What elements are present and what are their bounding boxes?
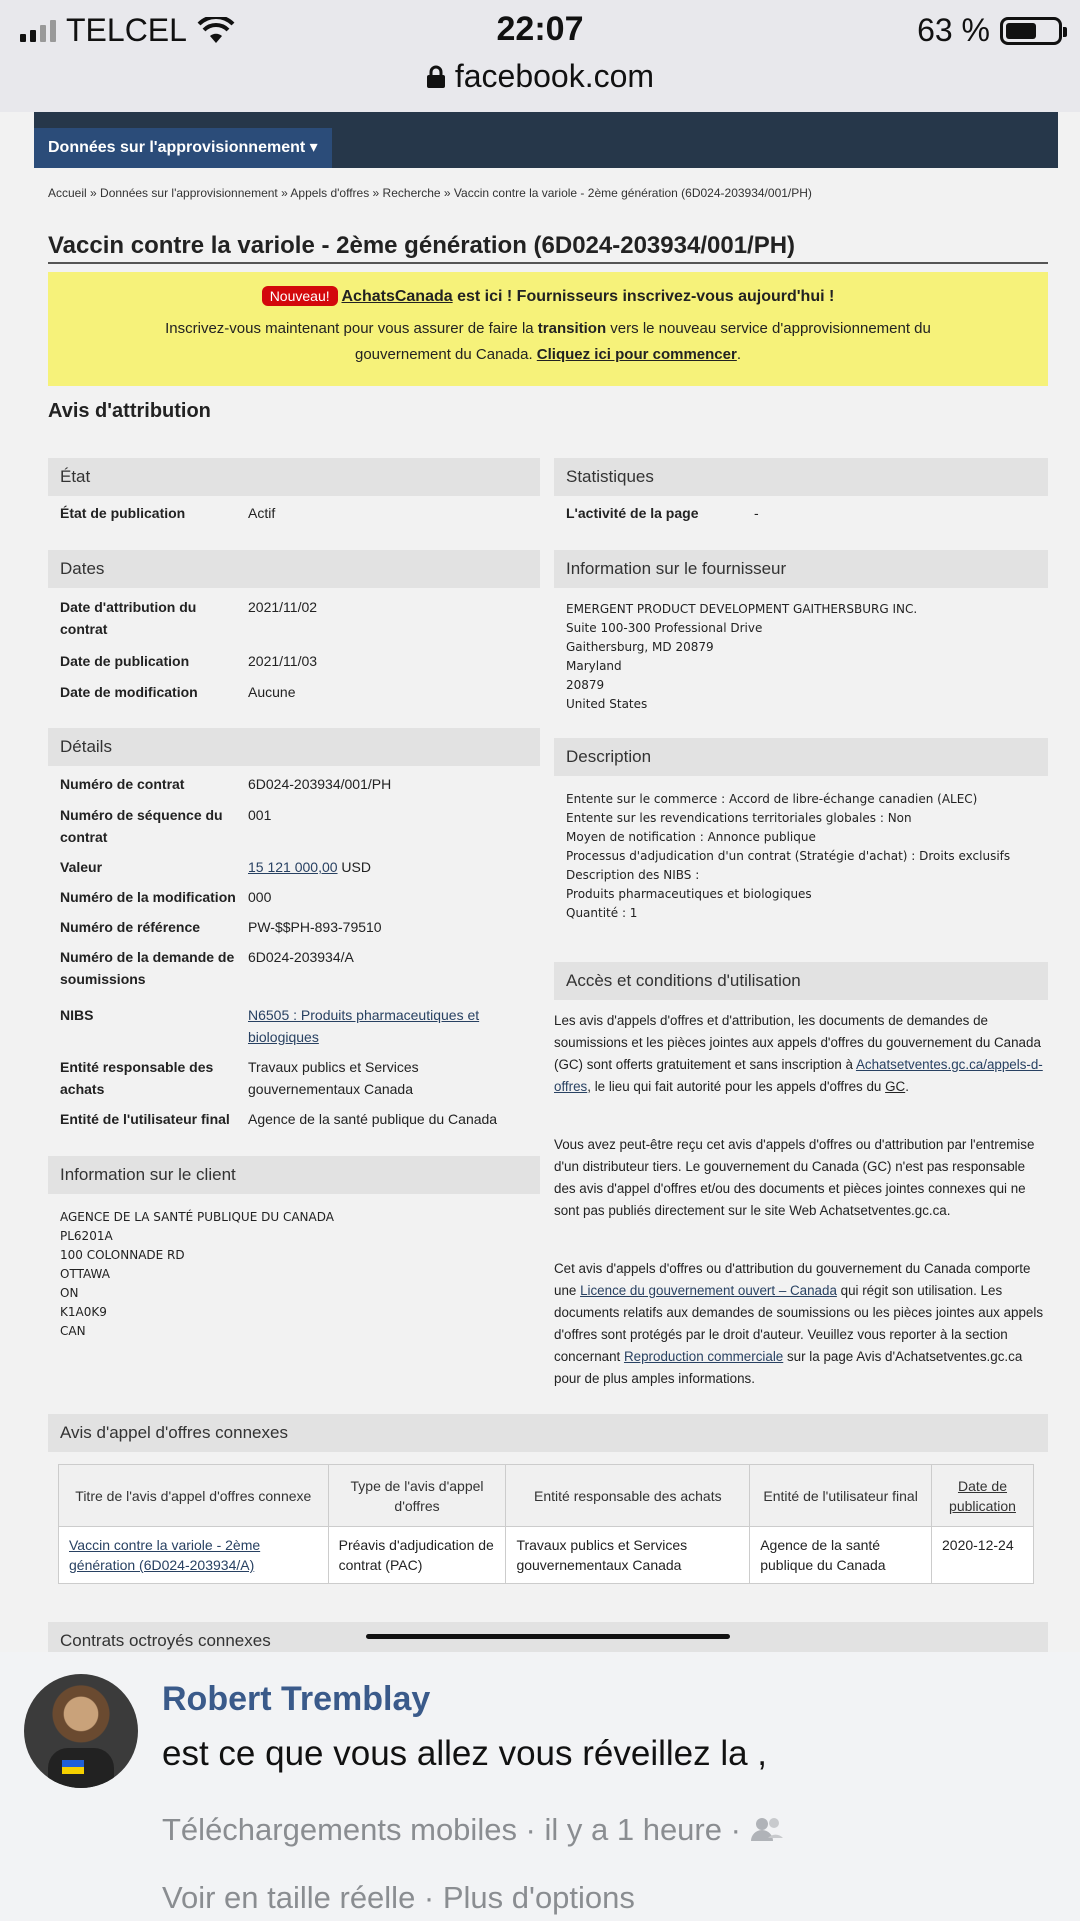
url-text: facebook.com [454,58,655,94]
notice-line2a: Inscrivez-vous maintenant pour vous assurer de faire la [165,320,538,337]
kv-valeur [60,856,540,880]
kv-value: Agence de la santé publique du Canada [248,1111,498,1127]
client-address: AGENCE DE LA SANTÉ PUBLIQUE DU CANADA PL6201A 100 COLONNADE RD OTTAWA ON K1A0K9 CAN [60,1210,334,1338]
notice-line1: est ici ! Fournisseurs inscrivez-vous aujourd'hui ! [452,288,835,305]
access-text: , le lieu qui fait autorité pour les appels d'offres du [587,1079,886,1094]
panel-related-header: Avis d'appel d'offres connexes [48,1414,1048,1452]
battery-group [917,12,1062,49]
kv-value: 2021/11/03 [248,653,318,669]
col-end-user: Entité de l'utilisateur final [750,1465,932,1527]
table-cell: Préavis d'adjudication de contrat (PAC) [328,1527,506,1584]
kv-key: Entité responsable des achats [60,1059,214,1097]
page-title: Vaccin contre la variole - 2ème génération (6D024-203934/001/PH) [48,232,796,259]
section-title: Avis d'attribution [48,400,211,422]
kv-value: 2021/11/02 [248,599,318,615]
col-date-sort[interactable]: Date de publication [932,1465,1034,1527]
achatscanada-link[interactable]: AchatsCanada [341,288,453,305]
access-text: sur la page Avis d'Achatsetventes.gc.ca pour de plus amples informations. [554,1349,1023,1386]
kv-key: Numéro de référence [60,919,201,935]
valeur-currency: USD [337,859,371,875]
comment [0,1652,1080,1921]
kv-modification [60,886,540,910]
description-text: Entente sur le commerce : Accord de libre-échange canadien (ALEC) Entente sur les revendications territoriales globales : Non Moyen de notification : Annonce publique Processus d'adjudication d'un contrat (Stratégie d'achat) : Droits exclusifs Description des NIBS : Produits pharmaceutiques et biologiques Quantité : 1 [566,792,1011,920]
kv-key: Valeur [60,859,103,875]
document-photo [0,112,1080,1652]
panel-client-header: Information sur le client [48,1156,540,1194]
valeur-link[interactable]: 15 121 000,00 [248,859,338,875]
breadcrumb[interactable]: Accueil » Données sur l'approvisionnement » Appels d'offres » Recherche » Vaccin contre la variole - 2ème génération (6D024-203934/001/PH) [48,186,812,200]
kv-value: Aucune [248,684,296,700]
access-para-1 [554,1010,1050,1098]
access-text: qui régit son utilisation. Les documents relatifs aux demandes de soumissions ou les pièces jointes aux appels d'offres sont protégés par le droit d'auteur. Veuillez vous reporter à la section concernant [554,1283,1044,1364]
kv-key: Date de publication [60,653,190,669]
panel-access-header: Accès et conditions d'utilisation [554,962,1048,1000]
kv-entite-achats [60,1056,540,1100]
comment-meta-text: Téléchargements mobiles · il y a 1 heure · [162,1812,741,1847]
comment-meta [162,1812,784,1848]
col-type: Type de l'avis d'appel d'offres [328,1465,506,1527]
commenter-name[interactable]: Robert Tremblay [162,1680,431,1718]
title-divider [48,262,1048,264]
status-bar [0,0,1080,112]
avatar[interactable] [24,1674,138,1788]
kv-date-attribution [60,596,540,640]
supplier-address: EMERGENT PRODUCT DEVELOPMENT GAITHERSBURG INC. Suite 100-300 Professional Drive Gaithersburg, MD 20879 Maryland 20879 United States [566,602,918,711]
panel-etat-header: État [48,458,540,496]
kv-value: 000 [248,889,272,905]
kv-value: 6D024-203934/A [248,949,354,965]
panel-stats-header: Statistiques [554,458,1048,496]
start-link[interactable]: Cliquez ici pour commencer [536,346,737,363]
table-row [59,1527,1034,1584]
panel-description-header: Description [554,738,1048,776]
kv-date-publication [60,650,540,674]
kv-key: Numéro de séquence du contrat [60,807,223,845]
comment-text: est ce que vous allez vous réveillez la , [162,1734,768,1773]
kv-date-modification [60,681,540,705]
licence-link[interactable]: Licence du gouvernement ouvert – Canada [580,1283,837,1298]
notice-transition: transition [537,320,607,337]
site-nav [34,112,1058,168]
kv-entite-utilisateur [60,1108,540,1132]
achatsetventes-link[interactable]: Achatsetventes.gc.ca/appels-d-offres [554,1057,1043,1094]
url-bar[interactable] [0,58,1080,95]
col-entity: Entité responsable des achats [506,1465,750,1527]
friends-icon [750,1816,784,1842]
table-cell: Travaux publics et Services gouvernementaux Canada [506,1527,750,1584]
access-text: . [905,1079,909,1094]
kv-sequence [60,804,540,848]
kv-numero-contrat [60,773,540,797]
gc-abbr: GC [885,1079,906,1094]
kv-value: Travaux publics et Services gouvernementaux Canada [248,1059,419,1097]
panel-dates-header: Dates [48,550,540,588]
home-indicator [366,1634,730,1639]
comment-actions[interactable]: Voir en taille réelle · Plus d'options [162,1880,635,1915]
col-title: Titre de l'avis d'appel d'offres connexe [59,1465,329,1527]
carrier-name: TELCEL [66,12,187,48]
kv-key: Date de modification [60,684,198,700]
new-badge: Nouveau! [262,286,338,306]
kv-activite [566,502,1046,526]
nibs-link[interactable]: N6505 : Produits pharmaceutiques et biologiques [248,1007,480,1045]
access-para-2: Vous avez peut-être reçu cet avis d'appels d'offres ou d'attribution par l'entremise d'un distributeur tiers. Le gouvernement du Canada (GC) n'est pas responsable des avis d'appel d'offres et/ou des documents et pièces jointes connexes qui ne sont pas publiés directement sur le site Web Achatsetventes.gc.ca. [554,1137,1035,1218]
kv-key: L'activité de la page [566,505,699,521]
kv-value: PW-$$PH-893-79510 [248,919,382,935]
nav-tab-procurement[interactable]: Données sur l'approvisionnement ▾ [34,128,332,168]
table-cell: 2020-12-24 [932,1527,1034,1584]
battery-icon [1000,17,1062,45]
kv-key: Numéro de la modification [60,889,236,905]
kv-value: 6D024-203934/001/PH [248,776,392,792]
kv-key: NIBS [60,1007,94,1023]
notice-banner: Nouveau! AchatsCanada est ici ! Fournisseurs inscrivez-vous aujourd'hui ! Inscrivez-vous maintenant pour vous assurer de faire la transition vers le nouveau service d'approvisionnement du gouvernement du Canada. Cliquez ici pour commencer. [48,272,1048,386]
kv-key: Date d'attribution du contrat [60,599,197,637]
table-cell: Agence de la santé publique du Canada [750,1527,932,1584]
kv-key: Numéro de la demande de soumissions [60,949,235,987]
access-text: Les avis d'appels d'offres et d'attribution, les documents de demandes de soumissions et les pièces jointes aux appels d'offres du gouvernement du Canada (GC) sont offerts gratuitement et sans inscription à [554,1013,1041,1072]
table-header-row [59,1465,1034,1527]
panel-contracts-header: Contrats octroyés connexes [48,1622,1048,1652]
access-para-3 [554,1258,1050,1390]
kv-etat-publication [60,502,540,526]
kv-key: Numéro de contrat [60,776,185,792]
battery-percent: 63 % [917,12,990,48]
clock: 22:07 [496,10,584,48]
panel-supplier-header: Information sur le fournisseur [554,550,1048,588]
notice-line2c: vers le nouveau service d'approvisionnement du gouvernement du Canada. [354,320,931,363]
kv-value: Actif [248,505,276,521]
access-text: Cet avis d'appels d'offres ou d'attribution du gouvernement du Canada comporte une [554,1261,1031,1298]
kv-nibs [60,1004,540,1048]
panel-details-header: Détails [48,728,540,766]
kv-demande [60,946,540,990]
kv-key: Entité de l'utilisateur final [60,1111,230,1127]
lock-icon [426,65,446,89]
related-title-link[interactable]: Vaccin contre la variole - 2ème génération (6D024-203934/A) [59,1527,329,1584]
kv-value: 001 [248,807,272,823]
kv-key: État de publication [60,505,186,521]
kv-value: - [754,505,759,521]
kv-reference [60,916,540,940]
reproduction-link[interactable]: Reproduction commerciale [623,1349,784,1364]
related-table [58,1464,1034,1584]
